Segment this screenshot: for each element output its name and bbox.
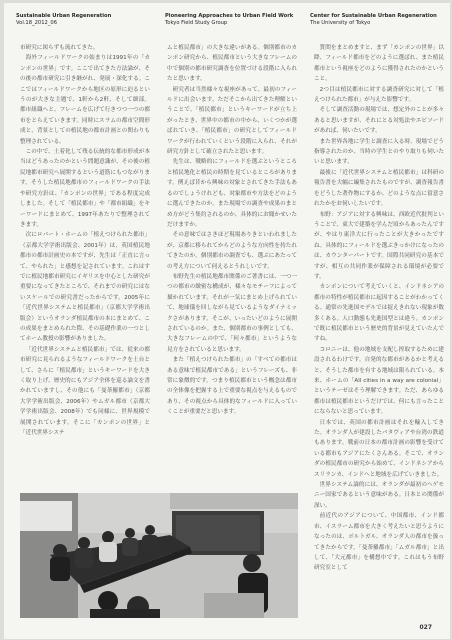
document-page: [4, 3, 450, 639]
text-column-2: [167, 43, 297, 469]
paragraph: 世界システム論的には、オランダが最初のヘゲモニー国家であるという意味がある。日本との関係が深い。: [314, 482, 444, 509]
page-number: 027: [419, 624, 432, 631]
seminar-photo: [20, 493, 298, 618]
journal-volume: Vol.18_2012_06: [16, 20, 58, 26]
header-center: [165, 13, 293, 27]
paragraph: 研究者は当然様々な視座があって、最初のフィールドに出会います。ただそこから出てきた理解ということで、「植民都市」というキーワードが立ち上がったとき、世界中の都市の中から、いくつかが選ばれていき、「植民都市」の研究としてフィールドワークが行われていくという段階に入られ、それが研究方針として確立されたと思います。: [167, 86, 297, 156]
paragraph: そして調査活動の現場では、想定外のことが多々あると思いますが、それにとる対処法やエピソードがあれば、伺いたいです。: [314, 107, 444, 135]
paragraph: 市研究に図らずも流れてきた。: [20, 45, 99, 51]
paragraph: この中で、土着化して残る伝統的な都市形成が本当はどうあったのかという問題意識が、その後の植民地都市研究へ展開するという道筋にもつながります。そうした植民地都市のフィールドワークの手法や研究方針は、「カンポンの世界」である程度完成しました。そして「植民都市」や「都市組織」をキーワードにまとめて、1997年あたりで整理されてきます。: [20, 149, 150, 228]
paragraph: その意味ではさきほど現場ありきといわれましたが、京都に移られてからどのような方向性を持たれてきたのか。個別都市の調査でも、選ぶにあたっての考え方について伺えるとうれしいです。: [167, 232, 297, 270]
group-name: Tokyo Field Study Group: [165, 20, 228, 26]
paragraph: 質問をまとめますと、まず「カンポンの世界」以降、フィールド都市をどのように選ばれ、また植民都市という視座をどのように獲得されたのかということ。: [314, 45, 444, 83]
paragraph: 布野：アジアに対する興味は、西欧近代批判ということで、東大で建築を学んだ頃からあったんですが、やはり東洋大に行ったことが大きかったですね。具体的にフィールドを選ぶきっかけになったのは、カウンターパートです。国際共同研究の基本ですが、相互の共同作業が保障される環境が必要です。: [314, 211, 444, 280]
paragraph: また「植えつけられた都市」の「すべての都市はある意味で植民都市である」というフレーズも、非常に象徴的です。つまり植民都市という概念は都市の全体像を把握する上で重要な視点を与えるものであり、その視点から具体的なフィールドに入っていくことが重要だと思います。: [167, 357, 297, 416]
paragraph: カンポンについて考えていくと、インドネシアの都市の特性が植民都市に起因することがわかってくる。通常の先進国モデルでは捉えきれない現象が数多くある。人口動態も先進国型とは違う。カンポンで既に植民都市という歴史的背景が見えていたんですね。: [314, 284, 444, 343]
paragraph: 次にロバート・ホームの「植えつけられた都市」（京都大学学術出版会、2001年）は、英国植民地都市の都市計画史の本ですが、先生は「正直に言って、やられた」と感想を記されています。これはすでに植民地都市研究にイギリスを中心とした研究が重要になってきたところで、それまでの研究にはないスケールでの研究書だったからです。2005年に「近代世界システムと植民都市」（京都大学学術出版会）というオランダ植民都市の本にまとめて、この成果をまとめられた際、その基礎作業の一つとしてホーム教授の影響がありました。: [20, 232, 150, 343]
seminar-photo-drawing: [20, 493, 298, 618]
paragraph: 前近代のアジアについて、中国都市、インド都市、イスラーム都市を大きく考えたいと思うようになったのは、ポルトガル、オランダ人の都市を扱ってきたからです。「曼荼羅都市」「ムガル都市」と出して、「大元都市」を構想中です。これはもう布野研究室として: [314, 513, 444, 572]
header-right: [310, 13, 437, 27]
paragraph: また世界各地に学生と調査に入る時、現場でどう指導されたのか、当時の学生とのやり取りも伺いたいと思います。: [314, 138, 444, 166]
paragraph: 「近代世界システムと植民都市」では、従来の都市研究に見られるようなフィールドワークを土台として、さらに「植民都市」というキーワードを大きく取り上げ、歴史的にもアジア全体を巡る論文を書かれていますし、その他にも「曼荼羅都市」（京都大学学術出版会、2006年）やムガル都市（京都大学学術出版会、2008年）でも同様に、世界規模で展開されています。そこに「カンポンの世界」と「近代世界システ: [20, 346, 150, 437]
university-name: The University of Tokyo: [310, 20, 371, 26]
paragraph: 2つ目は植民都市に対する調査研究に対して「植えつけられた都市」が与えた影響です。: [314, 86, 444, 104]
center-name: Center for Sustainable Urban Regeneration: [310, 13, 437, 19]
paragraph: 最後に「近代世界システムと植民都市」は科研の報告書を大幅に編集されたものですが、調査報告書をどうした著作物にするか、どのような点に留意されたかをお伺いしたいです。: [314, 169, 444, 208]
paragraph: 海外フィールドワークの始まりは1991年の「カンポンの世界」です。ここで出てきた方法論が、その後の都市研究に引き継がれ、発展・深化する。ここではフィールドワークから地区の原形に迫るというのが大きな主題で、1軒から2軒、そして細部。都市組織へと、フレームを広げて行きつつ一つの都市をとらえていきます。同時にスラムの都市空間形成と、背景としての植民地の都市計画との関わりも整理されている。: [20, 55, 150, 145]
paragraph: コロニーは、他の地域を支配し搾取するために建設されるわけです。自発的な都市があるかと考えると、そうした都市を有する地域は限られている。本来、ホームの「All cities in a way are colonial」というテーゼはそう理解できます。ただ、あらゆる都市は植民都市というだけでは、何にも言ったことにならないと思っています。: [314, 346, 444, 416]
text-column-1: [20, 43, 150, 486]
paragraph: ムと植民都市」の大きな違いがある。個別都市のカンポン研究から、植民都市という大きなフレームの中で個別の都市研究調査を位置づける段階に入られたと思います。: [167, 45, 297, 83]
paragraph: 布野先生の植民地都市関係のご著書には、一つ一つの都市の緻密な構成が、様々なモチーフによって描かれています。それが一気にまとめ上げられていて、地球儀を回しながら見ているようなダイナミックさがあります。そこが、いったいどのように展開されているのか。また、個別都市の事例としても、大きなフレームの中で、「何々都市」というような見方をされていると思います。: [167, 273, 297, 353]
journal-title: Sustainable Urban Regeneration: [16, 13, 112, 19]
paragraph: 日本では、英国の都市計画はそれを輸入してきた。オランダ人が建設したバタヴィアや台湾の鉄道もあります。戦前の日本の都市計画の影響を受けている都市もアジアにたくさんある。そこで、オランダの植民都市の研究から始めて、インドネシアからスリランカ、インドへと地域を広げていきました。: [314, 419, 444, 478]
paragraph: 先生は、戦略的にフィールドを選ぶというところと植民地化と植民の時期を見ているところがあります。例えば昔から興味の対象とされてきた手法もあるのでしょうけれども、対象都市や方法をどのように選んできたのか。また現場での調査や成果のまとめ方がどう集約されるのか、具体的にお聞かせいただけますか。: [167, 159, 297, 228]
article-title: Pioneering Approaches to Urban Field Work: [165, 13, 294, 19]
text-column-3: [314, 43, 444, 618]
header-left: [16, 13, 111, 27]
